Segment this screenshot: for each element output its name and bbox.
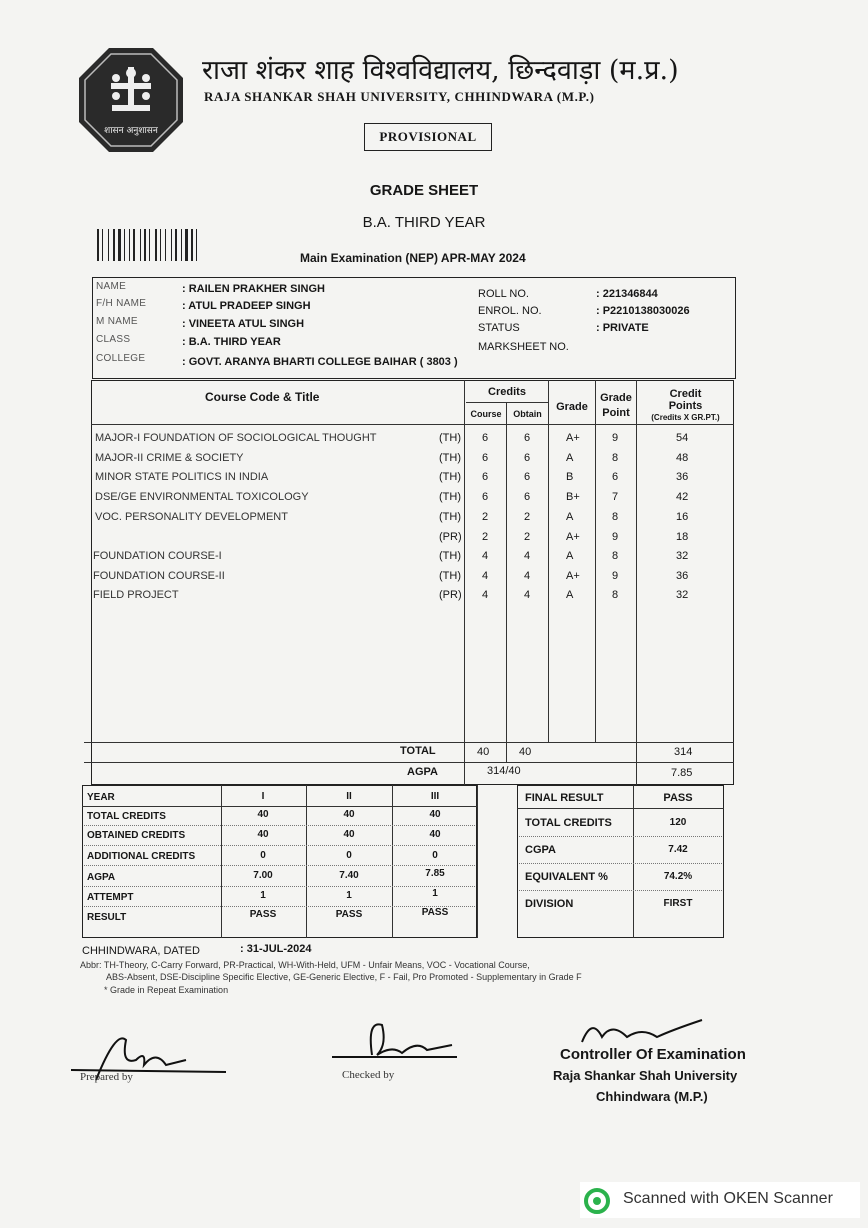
grade-point: 9 xyxy=(612,570,619,582)
course-type: (PR) xyxy=(439,589,462,601)
year3-attempt: 1 xyxy=(432,888,438,899)
summary-right-header-divider xyxy=(517,808,724,809)
provisional-box xyxy=(364,123,492,151)
grade: A+ xyxy=(566,432,580,444)
course-row xyxy=(0,491,868,511)
course-row xyxy=(0,570,868,590)
summary-year-divider xyxy=(82,806,477,807)
agpa-label: AGPA xyxy=(407,766,438,778)
course-row xyxy=(0,589,868,609)
credits-subheader-divider xyxy=(466,402,548,403)
obtained-credits: 6 xyxy=(524,452,531,464)
dated-label: CHHINDWARA, DATED xyxy=(82,945,200,957)
year3-total-credits: 40 xyxy=(429,809,441,820)
agpa-value: 7.85 xyxy=(671,767,693,779)
credit-points: 32 xyxy=(676,589,689,601)
english-university-name: RAJA SHANKAR SHAH UNIVERSITY, CHHINDWARA (M.P.) xyxy=(204,89,595,104)
summary-div-1 xyxy=(221,785,222,938)
course-type: (TH) xyxy=(439,491,461,503)
label-class: CLASS xyxy=(96,334,131,345)
final-result-value: PASS xyxy=(663,792,693,804)
course-title: FOUNDATION COURSE-II xyxy=(93,570,225,582)
year1-agpa: 7.00 xyxy=(253,870,273,881)
obtained-credits: 6 xyxy=(524,491,531,503)
label-mother-name: M NAME xyxy=(96,316,138,327)
checked-by-label: Checked by xyxy=(342,1069,395,1081)
course-title: MAJOR-I FOUNDATION OF SOCIOLOGICAL THOUGHT xyxy=(95,432,377,444)
obtained-credits: 4 xyxy=(524,570,531,582)
summary-label-total-credits: TOTAL CREDITS xyxy=(87,811,166,822)
summary-label-additional-credits: ADDITIONAL CREDITS xyxy=(87,851,196,862)
grade-sheet-title: GRADE SHEET xyxy=(369,182,479,199)
father-name: : ATUL PRADEEP SINGH xyxy=(182,300,311,312)
obtained-credits: 4 xyxy=(524,550,531,562)
label-enrol-no: ENROL. NO. xyxy=(478,305,542,317)
year1-obtained-credits: 40 xyxy=(257,829,269,840)
year3-additional-credits: 0 xyxy=(432,850,438,861)
agpa-fraction: 314/40 xyxy=(487,765,521,777)
credit-points: 36 xyxy=(676,570,689,582)
division-label: DIVISION xyxy=(525,898,574,910)
controller-stamp-line-2: Raja Shankar Shah University xyxy=(553,1068,738,1083)
course-type: (TH) xyxy=(439,550,461,562)
credit-points: 48 xyxy=(676,452,689,464)
year2-result: PASS xyxy=(335,909,363,920)
label-marksheet-no: MARKSHEET NO. xyxy=(478,341,569,353)
credit-points: 36 xyxy=(676,471,689,483)
label-name: NAME xyxy=(96,281,127,292)
header-course-title: Course Code & Title xyxy=(205,390,320,404)
dated-value: : 31-JUL-2024 xyxy=(240,943,312,955)
roll-no: : 221346844 xyxy=(596,288,658,300)
obtained-credits: 6 xyxy=(524,471,531,483)
summary-div-2 xyxy=(306,785,307,938)
seal-motto: शासन अनुशासन xyxy=(104,126,158,136)
exam-title: Main Examination (NEP) APR-MAY 2024 xyxy=(300,251,526,265)
header-divider xyxy=(91,424,734,425)
grade: B+ xyxy=(566,491,580,503)
cumulative-credits-label: TOTAL CREDITS xyxy=(525,817,612,829)
grade: A+ xyxy=(566,570,580,582)
final-result-label: FINAL RESULT xyxy=(525,792,604,804)
year3-obtained-credits: 40 xyxy=(429,829,441,840)
grade: A xyxy=(566,452,574,464)
summary-right-dash-2 xyxy=(519,863,722,864)
year1-header: I xyxy=(261,791,265,802)
class-value: : B.A. THIRD YEAR xyxy=(182,336,281,348)
summary-dash-4 xyxy=(84,886,475,887)
course-credits: 6 xyxy=(482,452,489,464)
course-credits: 6 xyxy=(482,471,489,483)
student-name: : RAILEN PRAKHER SINGH xyxy=(182,283,326,295)
course-type: (TH) xyxy=(439,511,461,523)
course-row xyxy=(0,511,868,531)
label-status: STATUS xyxy=(478,322,520,334)
prepared-by-label: Prepared by xyxy=(80,1071,133,1083)
controller-stamp-line-1: Controller Of Examination xyxy=(560,1046,746,1063)
grade: B xyxy=(566,471,574,483)
credit-points: 16 xyxy=(676,511,689,523)
provisional-label: PROVISIONAL xyxy=(379,129,477,144)
checked-signature xyxy=(327,1015,467,1075)
equivalent-percent-value: 74.2% xyxy=(663,871,693,882)
total-label: TOTAL xyxy=(400,745,436,757)
year2-additional-credits: 0 xyxy=(346,850,352,861)
course-type: (TH) xyxy=(439,570,461,582)
summary-div-3 xyxy=(392,785,393,938)
year2-total-credits: 40 xyxy=(343,809,355,820)
course-title: VOC. PERSONALITY DEVELOPMENT xyxy=(95,511,288,523)
course-credits: 4 xyxy=(482,589,489,601)
course-title: FIELD PROJECT xyxy=(93,589,179,601)
year1-total-credits: 40 xyxy=(257,809,269,820)
year2-obtained-credits: 40 xyxy=(343,829,355,840)
grade: A xyxy=(566,550,574,562)
year1-additional-credits: 0 xyxy=(260,850,266,861)
course-title: FOUNDATION COURSE-I xyxy=(93,550,222,562)
header-grade-point-1: Grade xyxy=(600,392,632,404)
abbreviations-line-3: * Grade in Repeat Examination xyxy=(104,985,229,995)
university-seal xyxy=(76,45,186,155)
credit-points: 42 xyxy=(676,491,689,503)
summary-right-dash-1 xyxy=(519,836,722,837)
header-credit-points-3: (Credits X GR.PT.) xyxy=(651,413,720,422)
course-type: (PR) xyxy=(439,531,462,543)
year3-header: III xyxy=(430,791,440,802)
scanner-text: Scanned with OKEN Scanner xyxy=(623,1190,833,1207)
obtained-credits: 2 xyxy=(524,511,531,523)
course-title: MINOR STATE POLITICS IN INDIA xyxy=(95,471,269,483)
summary-right-dash-3 xyxy=(519,890,722,891)
class-title: B.A. THIRD YEAR xyxy=(362,214,486,231)
course-credits: 6 xyxy=(482,491,489,503)
total-credit-points: 314 xyxy=(674,746,693,758)
summary-gap-left xyxy=(477,785,478,938)
year2-header: II xyxy=(346,791,352,802)
header-grade-point-2: Point xyxy=(602,407,630,419)
barcode xyxy=(97,229,239,261)
year2-attempt: 1 xyxy=(346,890,352,901)
total-obtained-credits: 40 xyxy=(519,746,532,758)
grade-point: 8 xyxy=(612,589,619,601)
course-title: DSE/GE ENVIRONMENTAL TOXICOLOGY xyxy=(95,491,309,503)
summary-label-year: YEAR xyxy=(87,792,115,803)
course-credits: 6 xyxy=(482,432,489,444)
header-grade: Grade xyxy=(556,401,588,413)
grade-point: 8 xyxy=(612,550,619,562)
course-row xyxy=(0,452,868,472)
course-credits: 2 xyxy=(482,531,489,543)
controller-stamp-line-3: Chhindwara (M.P.) xyxy=(596,1089,708,1104)
header-course: Course xyxy=(470,409,502,419)
grade-point: 9 xyxy=(612,531,619,543)
course-type: (TH) xyxy=(439,452,461,464)
summary-label-result: RESULT xyxy=(87,912,127,923)
header-credit-points-1: Credit xyxy=(669,388,702,400)
course-row xyxy=(0,432,868,452)
mother-name: : VINEETA ATUL SINGH xyxy=(182,318,305,330)
course-type: (TH) xyxy=(439,432,461,444)
credit-points: 32 xyxy=(676,550,689,562)
grade-point: 9 xyxy=(612,432,619,444)
course-row xyxy=(0,471,868,491)
abbreviations-line-2: ABS-Absent, DSE-Discipline Specific Elective, GE-Generic Elective, F - Fail, Pro Promoted - Supplementary in Grade F xyxy=(106,972,582,982)
course-row xyxy=(0,531,868,551)
obtained-credits: 2 xyxy=(524,531,531,543)
summary-dash-3 xyxy=(84,865,475,866)
year3-result: PASS xyxy=(421,907,449,918)
header-obtain: Obtain xyxy=(513,409,542,419)
hindi-university-name: राजा शंकर शाह विश्वविद्यालय, छिन्दवाड़ा (म.प्र.) xyxy=(202,55,679,86)
summary-label-attempt: ATTEMPT xyxy=(87,892,134,903)
year1-attempt: 1 xyxy=(260,890,266,901)
scanner-watermark xyxy=(580,1182,860,1218)
label-father-name: F/H NAME xyxy=(96,298,147,309)
course-credits: 4 xyxy=(482,550,489,562)
course-row xyxy=(0,550,868,570)
grade-point: 8 xyxy=(612,511,619,523)
label-roll-no: ROLL NO. xyxy=(478,288,529,300)
header-credits: Credits xyxy=(488,386,526,398)
summary-label-obtained-credits: OBTAINED CREDITS xyxy=(87,830,186,841)
header-credit-points-2: Points xyxy=(668,400,703,412)
label-college: COLLEGE xyxy=(96,353,146,364)
prepared-signature xyxy=(66,1020,231,1100)
course-title: MAJOR-II CRIME & SOCIETY xyxy=(95,452,244,464)
grade: A+ xyxy=(566,531,580,543)
year1-result: PASS xyxy=(249,909,277,920)
obtained-credits: 4 xyxy=(524,589,531,601)
summary-label-agpa: AGPA xyxy=(87,872,116,883)
course-type: (TH) xyxy=(439,471,461,483)
year2-agpa: 7.40 xyxy=(339,870,359,881)
grade-point: 8 xyxy=(612,452,619,464)
grade-point: 6 xyxy=(612,471,619,483)
cgpa-value: 7.42 xyxy=(668,844,688,855)
grade-point: 7 xyxy=(612,491,619,503)
credit-points: 18 xyxy=(676,531,689,543)
abbreviations-line-1: Abbr: TH-Theory, C-Carry Forward, PR-Practical, WH-With-Held, UFM - Unfair Means, VOC - Vocational Course, xyxy=(80,960,530,970)
equivalent-percent-label: EQUIVALENT % xyxy=(525,871,608,883)
scanner-logo-icon xyxy=(584,1188,610,1214)
credit-points: 54 xyxy=(676,432,689,444)
summary-dash-1 xyxy=(84,825,475,826)
course-credits: 4 xyxy=(482,570,489,582)
summary-dash-2 xyxy=(84,845,475,846)
enrol-no: : P2210138030026 xyxy=(596,305,690,317)
cumulative-credits-value: 120 xyxy=(669,817,687,828)
college-value: : GOVT. ARANYA BHARTI COLLEGE BAIHAR ( 3803 ) xyxy=(182,356,458,368)
obtained-credits: 6 xyxy=(524,432,531,444)
year3-agpa: 7.85 xyxy=(425,868,445,879)
course-credits: 2 xyxy=(482,511,489,523)
grade: A xyxy=(566,511,574,523)
total-course-credits: 40 xyxy=(477,746,490,758)
status-value: : PRIVATE xyxy=(596,322,649,334)
cgpa-label: CGPA xyxy=(525,844,556,856)
grade: A xyxy=(566,589,574,601)
division-value: FIRST xyxy=(663,898,693,909)
